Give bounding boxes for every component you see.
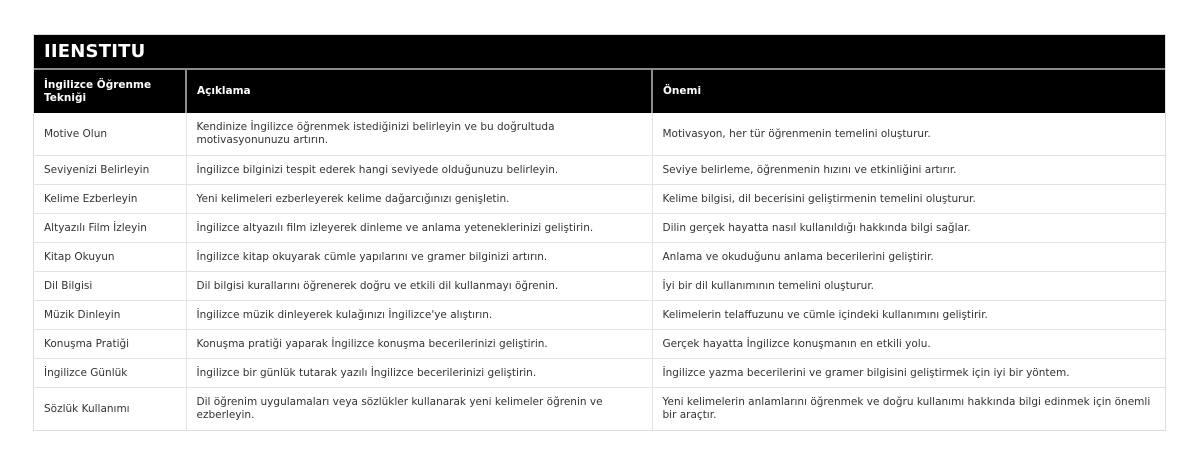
cell-description: Konuşma pratiği yaparak İngilizce konuşma becerilerinizi geliştirin. <box>186 330 652 359</box>
cell-technique: Altyazılı Film İzleyin <box>34 214 186 243</box>
cell-importance: Yeni kelimelerin anlamlarını öğrenmek ve doğru kullanımı hakkında bilgi edinmek için önemli bir araçtır. <box>662 396 1151 421</box>
table-row <box>34 214 1165 243</box>
cell-technique: Sözlük Kullanımı <box>34 388 186 431</box>
cell-description: Yeni kelimeleri ezberleyerek kelime dağarcığınızı genişletin. <box>186 185 652 214</box>
cell-description: Kendinize İngilizce öğrenmek istediğinizi belirleyin ve bu doğrultuda motivasyonunuzu artırın. <box>186 113 652 156</box>
cell-description: İngilizce bilginizi tespit ederek hangi seviyede olduğunuzu belirleyin. <box>186 156 652 185</box>
header-row <box>34 70 1165 113</box>
table-row <box>34 330 1165 359</box>
cell-technique: Seviyenizi Belirleyin <box>34 156 186 185</box>
cell-technique: Müzik Dinleyin <box>34 301 186 330</box>
table-header <box>34 70 1165 113</box>
cell-technique: Kelime Ezberleyin <box>34 185 186 214</box>
table-row <box>34 156 1165 185</box>
table-row <box>34 301 1165 330</box>
cell-description: Dil öğrenim uygulamaları veya sözlükler kullanarak yeni kelimeler öğrenin ve ezberleyin. <box>186 388 652 431</box>
cell-importance: İngilizce yazma becerilerini ve gramer bilgisini geliştirmek için iyi bir yöntem. <box>652 359 1165 388</box>
cell-technique: Motive Olun <box>34 113 186 156</box>
header-technique: İngilizce Öğrenme Tekniği <box>34 70 186 113</box>
techniques-table <box>34 70 1165 430</box>
cell-importance: Seviye belirleme, öğrenmenin hızını ve etkinliğini artırır. <box>652 156 1165 185</box>
cell-importance: Anlama ve okuduğunu anlama becerilerini geliştirir. <box>652 243 1165 272</box>
table-row <box>34 113 1165 156</box>
table-row <box>34 388 1165 431</box>
cell-description: İngilizce altyazılı film izleyerek dinleme ve anlama yeteneklerinizi geliştirin. <box>186 214 652 243</box>
header-importance: Önemi <box>652 70 1165 113</box>
cell-importance: Dilin gerçek hayatta nasıl kullanıldığı hakkında bilgi sağlar. <box>652 214 1165 243</box>
header-description: Açıklama <box>186 70 652 113</box>
cell-technique: Konuşma Pratiği <box>34 330 186 359</box>
cell-importance: Kelimelerin telaffuzunu ve cümle içindeki kullanımını geliştirir. <box>652 301 1165 330</box>
cell-description: Dil bilgisi kurallarını öğrenerek doğru ve etkili dil kullanmayı öğrenin. <box>186 272 652 301</box>
table-body <box>34 113 1165 430</box>
table-title: IIENSTITU <box>34 35 1165 70</box>
cell-technique: İngilizce Günlük <box>34 359 186 388</box>
table-row <box>34 359 1165 388</box>
table-row <box>34 243 1165 272</box>
cell-importance: Gerçek hayatta İngilizce konuşmanın en etkili yolu. <box>652 330 1165 359</box>
cell-description: İngilizce bir günlük tutarak yazılı İngilizce becerilerinizi geliştirin. <box>186 359 652 388</box>
table-row <box>34 272 1165 301</box>
techniques-table-container <box>33 34 1166 431</box>
cell-description: İngilizce kitap okuyarak cümle yapılarını ve gramer bilginizi artırın. <box>186 243 652 272</box>
cell-technique: Kitap Okuyun <box>34 243 186 272</box>
table-row <box>34 185 1165 214</box>
cell-technique: Dil Bilgisi <box>34 272 186 301</box>
cell-importance: Motivasyon, her tür öğrenmenin temelini oluşturur. <box>652 113 1165 156</box>
cell-description: İngilizce müzik dinleyerek kulağınızı İngilizce'ye alıştırın. <box>186 301 652 330</box>
cell-importance: Kelime bilgisi, dil becerisini geliştirmenin temelini oluşturur. <box>652 185 1165 214</box>
cell-importance: İyi bir dil kullanımının temelini oluşturur. <box>652 272 1165 301</box>
